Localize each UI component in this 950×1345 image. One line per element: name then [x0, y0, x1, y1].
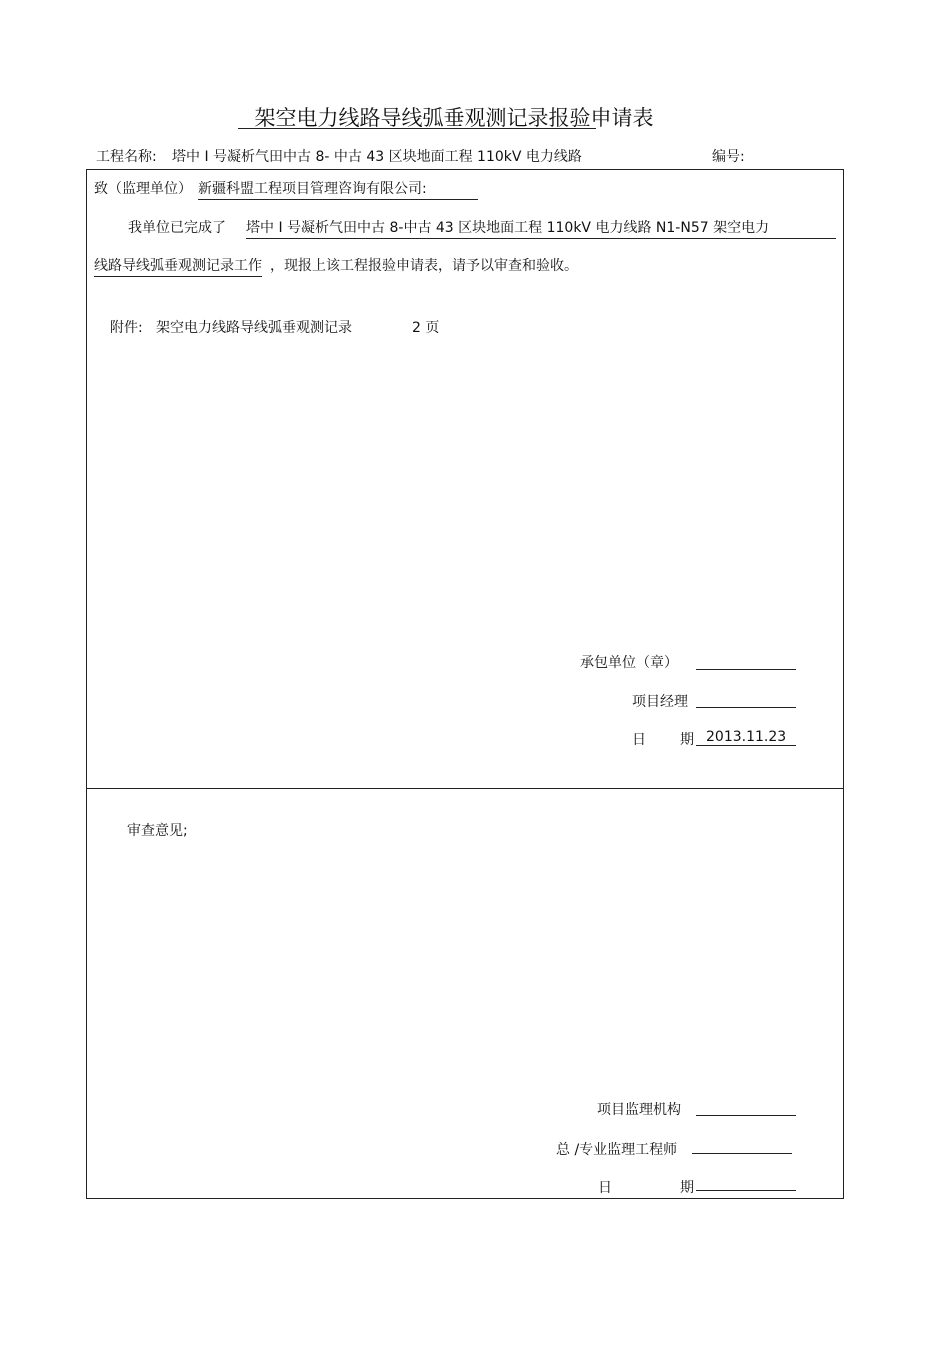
- project-manager-label: 项目经理: [632, 694, 688, 710]
- page-title: 架空电力线路导线弧垂观测记录报验申请表: [254, 106, 654, 130]
- title-underline: [238, 128, 596, 129]
- contractor-date-label-1: 日: [632, 732, 646, 748]
- attachment-name: 架空电力线路导线弧垂观测记录: [156, 320, 352, 336]
- supervising-engineer-signature-line[interactable]: [692, 1153, 792, 1154]
- review-date-line[interactable]: [696, 1190, 796, 1191]
- project-manager-signature-line[interactable]: [696, 707, 796, 708]
- supervising-engineer-label: 总 /专业监理工程师: [556, 1142, 678, 1158]
- contractor-unit-label: 承包单位（章）: [580, 655, 678, 671]
- supervisor-unit-name[interactable]: 新疆科盟工程项目管理咨询有限公司:: [198, 178, 478, 200]
- number-label: 编号:: [712, 149, 745, 165]
- review-date-label-1: 日: [598, 1180, 612, 1196]
- addressee-prefix: 致（监理单位）: [94, 181, 192, 197]
- review-opinion-label: 审查意见;: [127, 823, 188, 839]
- contractor-date-line: [696, 745, 796, 746]
- contractor-unit-signature-line[interactable]: [696, 669, 796, 670]
- body-line1-prefix: 我单位已完成了: [128, 220, 226, 236]
- body-line2-suffix: ，现报上该工程报验申请表，请予以审查和验收。: [270, 258, 578, 274]
- contractor-date-label-2: 期: [680, 732, 694, 748]
- project-name: 塔中 Ⅰ 号凝析气田中古 8- 中古 43 区块地面工程 110kV 电力线路: [172, 149, 582, 165]
- contractor-date-value[interactable]: 2013.11.23: [706, 729, 787, 745]
- completed-work-field[interactable]: 塔中 Ⅰ 号凝析气田中古 8-中古 43 区块地面工程 110kV 电力线路 N1-N57 架空电力: [246, 217, 836, 239]
- project-name-label: 工程名称:: [96, 149, 157, 165]
- supervision-org-signature-line[interactable]: [696, 1115, 796, 1116]
- review-date-label-2: 期: [680, 1180, 694, 1196]
- completed-work-field-cont[interactable]: 线路导线弧垂观测记录工作: [94, 255, 262, 277]
- attachment-pages: 2 页: [412, 320, 440, 336]
- supervision-org-label: 项目监理机构: [597, 1102, 681, 1118]
- attachment-label: 附件:: [110, 320, 143, 336]
- section-divider: [86, 788, 844, 789]
